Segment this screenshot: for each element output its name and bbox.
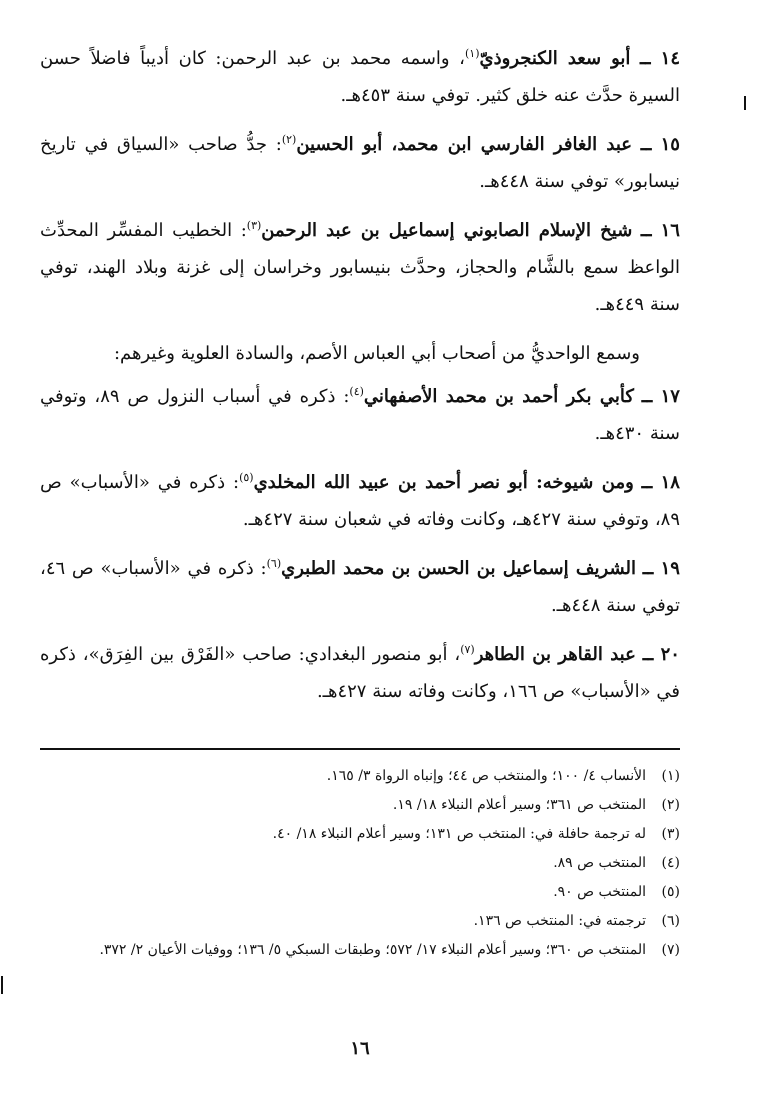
- entry-name: شيخ الإسلام الصابوني إسماعيل بن عبد الرحمن: [261, 220, 633, 241]
- footnote: [40, 820, 680, 849]
- footnote: [40, 878, 680, 907]
- page-number: ١٦: [350, 1038, 370, 1059]
- footnote: [40, 849, 680, 878]
- footnote: [40, 791, 680, 820]
- entry-name: كأبي بكر أحمد بن محمد الأصفهاني: [363, 386, 634, 407]
- page-body: [40, 40, 680, 1080]
- entry-number: ١٩ ــ: [642, 558, 680, 579]
- footnote-number: (٣): [661, 826, 680, 842]
- entry-text: : ذكره في «الأسباب» ص ٨٩، وتوفي سنة ٤٢٧هـ، وكانت وفاته في شعبان سنة ٤٢٧هـ.: [40, 472, 680, 530]
- entry-text: ، واسمه محمد بن عبد الرحمن: كان أديباً فاضلاً حسن السيرة حدَّث عنه خلق كثير. توفي سنة ٤٥٣هـ.: [40, 48, 680, 106]
- entry-name: ومن شيوخه: أبو نصر أحمد بن عبيد الله المخلدي: [253, 472, 634, 493]
- biography-entry: [40, 126, 680, 200]
- biography-entry: [40, 464, 680, 538]
- footnote-ref[interactable]: (١): [465, 47, 480, 60]
- entry-number: ١٤ ــ: [640, 48, 681, 69]
- entry-text: : ذكره في «الأسباب» ص ٤٦، توفي سنة ٤٤٨هـ.: [40, 558, 680, 616]
- biography-entry: [40, 212, 680, 323]
- footnote-number: (٢): [661, 797, 680, 813]
- biography-entry: [40, 378, 680, 452]
- biography-entry: [40, 550, 680, 624]
- footnote-text: المنتخب ص ٩٠.: [553, 884, 646, 900]
- footnote-text: المنتخب ص ٨٩.: [553, 855, 646, 871]
- footnote-text: المنتخب ص ٣٦١؛ وسير أعلام النبلاء ١٨/ ١٩.: [392, 797, 646, 813]
- footnote-ref[interactable]: (٢): [281, 133, 297, 146]
- entry-name: عبد الغافر الفارسي ابن محمد، أبو الحسين: [296, 134, 633, 155]
- footnote-ref[interactable]: (٣): [246, 219, 262, 232]
- footnotes-list: [40, 762, 680, 965]
- entry-name: الشريف إسماعيل بن الحسن بن محمد الطبري: [281, 558, 636, 579]
- scan-edge-mark: [1, 976, 3, 994]
- footnote-ref[interactable]: (٤): [349, 385, 364, 398]
- intro-line: وسمع الواحديُّ من أصحاب أبي العباس الأصم، والسادة العلوية وغيرهم:: [113, 343, 640, 364]
- scan-edge-mark: [744, 96, 746, 110]
- footnote: [40, 907, 680, 936]
- entry-text: : الخطيب المفسِّر المحدِّث الواعظ سمع بالشَّام والحجاز، وحدَّث بنيسابور وخراسان إلى غزنة وبلاد الهند، توفي سنة ٤٤٩هـ.: [40, 220, 680, 315]
- footnote-ref[interactable]: (٥): [239, 471, 254, 484]
- entry-number: ١٧ ــ: [641, 386, 680, 407]
- entry-text: : جدُّ صاحب «السياق في تاريخ نيسابور» توفي سنة ٤٤٨هـ.: [40, 134, 680, 192]
- footnote-number: (٦): [661, 913, 680, 929]
- entry-number: ١٦ ــ: [640, 220, 680, 241]
- entry-name: أبو سعد الكنجروذيّ: [479, 48, 631, 69]
- footnote: [40, 762, 680, 791]
- entry-number: ١٥ ــ: [640, 134, 680, 155]
- entry-text: : ذكره في أسباب النزول ص ٨٩، وتوفي سنة ٤٣٠هـ.: [40, 386, 680, 444]
- footnote-text: المنتخب ص ٣٦٠؛ وسير أعلام النبلاء ١٧/ ٥٧٢؛ وطبقات السبكي ٥/ ١٣٦؛ ووفيات الأعيان ٢/ ٣٧٢.: [99, 942, 646, 958]
- footnote-number: (١): [661, 768, 680, 784]
- footnote-ref[interactable]: (٦): [266, 557, 282, 570]
- footnote-ref[interactable]: (٧): [460, 643, 475, 656]
- biography-entry: [40, 636, 680, 710]
- footnote-number: (٤): [661, 855, 680, 871]
- entry-name: عبد القاهر بن الطاهر: [474, 644, 636, 665]
- entry-text: ، أبو منصور البغدادي: صاحب «الفَرْق بين الفِرَق»، ذكره في «الأسباب» ص ١٦٦، وكانت وفاته سنة ٤٢٧هـ.: [40, 644, 680, 702]
- footnote-text: الأنساب ٤/ ١٠٠؛ والمنتخب ص ٤٤؛ وإنباه الرواة ٣/ ١٦٥.: [326, 768, 646, 784]
- biography-entry: [40, 40, 680, 114]
- footnote-divider: [40, 748, 680, 750]
- entry-number: ٢٠ ــ: [642, 644, 680, 665]
- footnote-number: (٧): [661, 942, 680, 958]
- footnote-number: (٥): [661, 884, 680, 900]
- footnote-text: ترجمته في: المنتخب ص ١٣٦.: [473, 913, 646, 929]
- footnote-text: له ترجمة حافلة في: المنتخب ص ١٣١؛ وسير أعلام النبلاء ١٨/ ٤٠.: [272, 826, 646, 842]
- footnote: [40, 936, 680, 965]
- entry-number: ١٨ ــ: [641, 472, 680, 493]
